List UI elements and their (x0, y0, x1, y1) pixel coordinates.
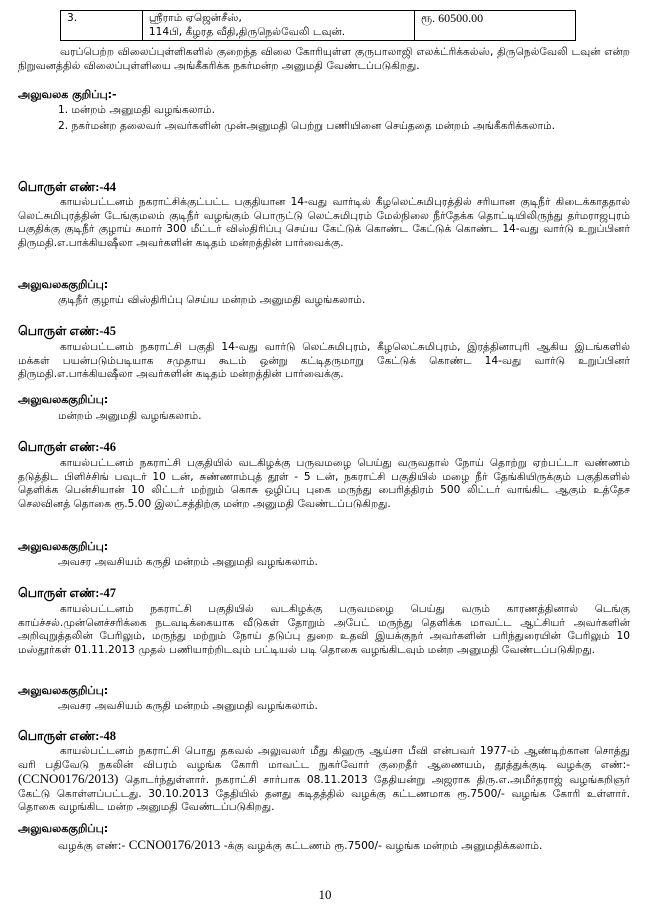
subject-47-paragraph: காயல்பட்டனம் நகராட்சி பகுதியில் வடகிழக்கு பருவமழை பெய்து வரும் காரணத்தினால் டெங்கு காய்ச்சல்.முன்னெச்சரிக்கை நடவடிக்கையாக வீடுகள் தோறும் அபேட் மருந்து தெளிக்க மாவட்ட ஆட்சியர் அவர்களின் அறிவுறுத்தலின் பேரிலும், மருந்து மற்றும் நோய் தடுப்பு துறை உதவி இயக்குநர் அவர்களின் பரிந்துரையின் பேரிலும் 10 மஸ்தூர்கள் 01.11.2013 முதல் பணியாற்றிடவும் பட்டியல் படி தொகை வழங்கிடவும் மன்ற அனுமதி வேண்டப்படுகிறது. (18, 603, 630, 656)
subject-44-note: குடிநீர் குழாய் விஸ்திரிப்பு செய்ய மன்றம் அனுமதி வழங்கலாம். (58, 294, 366, 306)
subject-47-note-heading: அலுவலககுறிப்பு: (18, 684, 109, 697)
company-address: 114பி, கீழரத வீதி,திருநெல்வேலி டவுன். (148, 25, 346, 38)
page-number: 10 (318, 887, 332, 902)
subject-46-heading: பொருள் எண்:-46 (18, 440, 117, 454)
company-name: ஸ்ரீராம் ஏஜென்சீஸ், (148, 12, 242, 24)
intro-paragraph: வரப்பெற்ற விலைப்புள்ளிகளில் குறைந்த விலை கோரியுள்ள குருபாலாஜி எலக்ட்ரிக்கல்ஸ், திருநெல்வேலி டவுன் என்ற நிறுவனத்தில் விலைப்புள்ளியை அங்கீகரிக்க நகர்மன்ற அனுமதி வேண்டப்படுகிறது. (18, 46, 630, 72)
subject-48-note-heading: அலுவலககுறிப்பு: (18, 822, 109, 835)
note-case-number: CCNO0176/2013 (128, 837, 221, 852)
intro-note-item-2: 2. நகர்மன்ற தலைவர் அவர்களின் முன்அனுமதி பெற்று பணியினை செய்ததை மன்றம் அங்கீகரிக்கலாம். (58, 120, 555, 132)
subject-44-paragraph: காயல்பட்டனம் நகராட்சிக்குட்பட்ட பகுதியான 14-வது வார்டில் கீழலெட்சுமிபுரத்தில் சரியான குடிநீர் கிடைக்காததால் லெட்சுமிபுரத்தின் டேங்குமலம் குடிநீர் வழங்கும் பொருட்டு லெட்சுமிபுரம் மேல்நிலை நீர்தேக்க தொட்டியிலிருந்து தர்மராஜபுரம் பகுதிக்கு குடிநீர் குழாய் சுமார் 300 மீட்டர் விஸ்திரிப்பு செய்ய கேட்டுக் கொண்ட கேட்டுக் கொண்ட 14-வது வார்டு உறுப்பினர் திருமதி.எ.பாக்கியஷீலா அவர்களின் கடிதம் மன்றத்தின் பார்வைக்கு. (18, 196, 630, 249)
subject-48-heading: பொருள் எண்:-48 (18, 729, 117, 743)
intro-note-item-1: 1. மன்றம் அனுமதி வழங்கலாம். (58, 104, 215, 116)
serial-number-cell: 3. (61, 11, 143, 41)
subject-44-heading: பொருள் எண்:-44 (18, 180, 117, 194)
subject-45-paragraph: காயல்பட்டனம் நகராட்சி பகுதி 14-வது வார்டு லெட்சுமிபுரம், கீழலெட்சுமிபுரம், இரத்தினாபுரி ஆகிய இடங்களில் மக்கள் பயன்படும்படியாக சமுதாய கூடம் ஒன்று கட்டிதருமாறு கேட்டுக் கொண்ட 14-வது வார்டு உறுப்பினர் திருமதி.எ.பாக்கியஷீலா அவர்களின் கடிதம் மன்றத்தின் பார்வைக்கு. (18, 341, 630, 380)
subject-48-text-b: தொடர்ந்துள்ளார். நகராட்சி சார்பாக 08.11.2013 தேதியன்று அஜராக திரு.எ.அமீர்தராஜ் வழங்கறிஞர் கேட்டு கொள்ளப்பட்டது. 30.10.2013 தேதியில் தனது கடிதத்தில் வழக்கு கட்டணமாக ரூ.7500/- வழங்க கோரி உள்ளார். தொகை வழங்கிட மன்ற அனுமதி வேண்டப்படுகிறது. (18, 774, 630, 813)
case-number: (CCNO0176/2013) (18, 771, 119, 786)
subject-48-text-a: காயல்பட்டனம் நகராட்சி பொது தகவல் அலுவலர் மீது கிஹரு ஆய்சா பீவி என்பவர் 1977-ம் ஆண்டிற்கான சொத்து வரி பதிவேடு நகலின் விபரம் வழங்க கோரி மாவட்ட நுகர்வோர் குறைதீர் ஆணையம், தூத்துக்குடி வழக்கு எண்:- (18, 745, 630, 771)
amount-cell: ரூ. 60500.00 (414, 11, 575, 41)
subject-46-note: அவசர அவசியம் கருதி மன்றம் அனுமதி வழங்கலாம். (58, 556, 318, 568)
subject-48-paragraph (18, 745, 630, 815)
subject-47-note: அவசர அவசியம் கருதி மன்றம் அனுமதி வழங்கலாம். (58, 700, 318, 712)
subject-48-note-b: -க்கு வழக்கு கட்டணம் ரூ.7500/- வழங்க மன்றம் அனுமதிக்கலாம். (223, 840, 543, 852)
subject-44-note-heading: அலுவலககுறிப்பு: (18, 278, 109, 291)
table-row (61, 11, 576, 41)
quotation-table (60, 10, 576, 41)
subject-48-note (18, 838, 650, 854)
subject-46-note-heading: அலுவலககுறிப்பு: (18, 540, 109, 553)
subject-48-note-a: வழக்கு எண்:- (58, 840, 126, 852)
subject-47-heading: பொருள் எண்:-47 (18, 586, 117, 600)
subject-45-note: மன்றம் அனுமதி வழங்கலாம். (58, 410, 202, 422)
subject-45-note-heading: அலுவலககுறிப்பு: (18, 393, 109, 406)
subject-46-paragraph: காயல்பட்டனம் நகராட்சி பகுதியில் வடகிழக்கு பருவமழை பெய்து வருவதால் நோய் தொற்று ஏற்பட்டா வண்ணம் தடுத்திட பிளிச்சிங் பவுடர் 10 டன், சுண்ணாம்புத் தூள் - 5 டன், நகராட்சி பகுதியில் மழை நீர் தேங்கியிருக்கும் பகுதிகளில் தெளிக்க பென்சியான் 10 லிட்டர் மற்றும் கொசு ஒழிப்பு புகை மருந்து பைரித்திரம் 500 லிட்டர் வாங்கிட ஆகும் உத்தேச செலவினத் தொகை ரூ.5.00 இலட்சத்திற்கு மன்ற அனுமதி வேண்டப்படுகிறது. (18, 457, 630, 510)
intro-note-heading: அலுவலக குறிப்பு:- (18, 88, 117, 101)
company-cell (142, 11, 414, 41)
subject-45-heading: பொருள் எண்:-45 (18, 324, 117, 338)
